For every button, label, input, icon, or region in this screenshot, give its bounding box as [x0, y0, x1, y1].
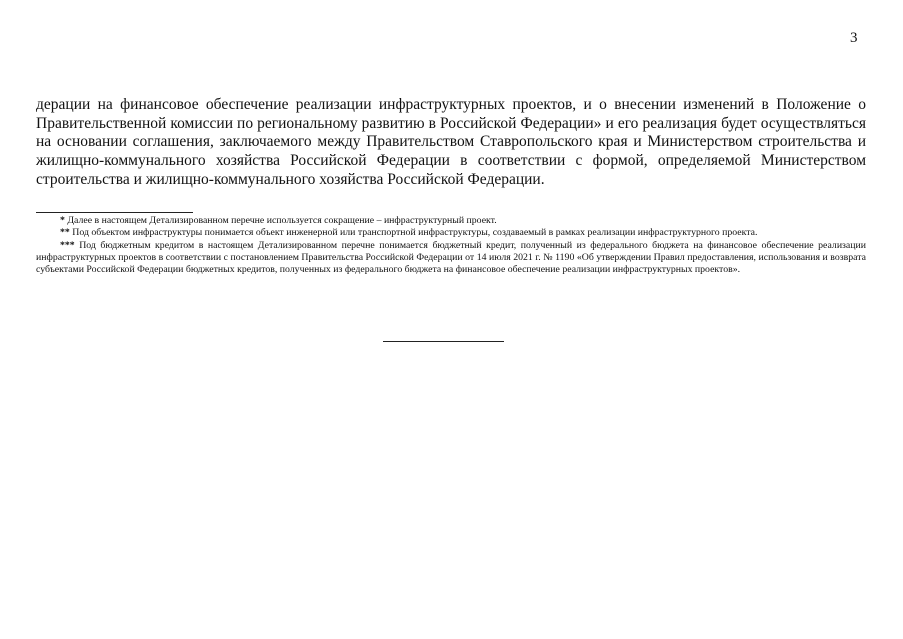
footnote-mark: * [60, 215, 65, 226]
footnote-mark: *** [60, 239, 75, 251]
footnote-1 [36, 215, 866, 227]
footnotes [36, 215, 866, 276]
footnote-text: Под бюджетным кредитом в настоящем Детализированном перечне понимается бюджетный кредит, полученный из федерального бюджета на финансовое обеспечение реализации инфраструктурных проектов в соответствии с постановлением Правительства Российской Федерации от 14 июля 2021 г. № 1190 «Об утверждении Правил предоставления, использования и возврата субъектами Российской Федерации бюджетных кредитов, полученных из федерального бюджета на финансовое обеспечение реализации инфраструктурных проектов». [36, 239, 867, 276]
footnote-mark: ** [60, 227, 70, 239]
page-number: 3 [850, 30, 858, 46]
footnote-2 [36, 227, 866, 239]
body-paragraph: дерации на финансовое обеспечение реализации инфраструктурных проектов, и о внесении изменений в Положение о Правительственной комиссии по региональному развитию в Российской Федерации» и его реализация будет осуществляться на основании соглашения, заключаемого между Правительством Ставропольского края и Министерством строительства и жилищно-коммунального хозяйства Российской Федерации в соответствии с формой, определяемой Министерством строительства и жилищно-коммунального хозяйства Российской Федерации. [36, 96, 866, 188]
end-of-document-line [383, 341, 504, 342]
footnote-separator [36, 212, 193, 213]
footnote-3 [36, 240, 866, 277]
footnote-text: Далее в настоящем Детализированном перечне используется сокращение – инфраструктурный проект. [67, 215, 497, 226]
footnote-text: Под объектом инфраструктуры понимается объект инженерной или транспортной инфраструктуры, создаваемый в рамках реализации инфраструктурного проекта. [72, 227, 758, 239]
